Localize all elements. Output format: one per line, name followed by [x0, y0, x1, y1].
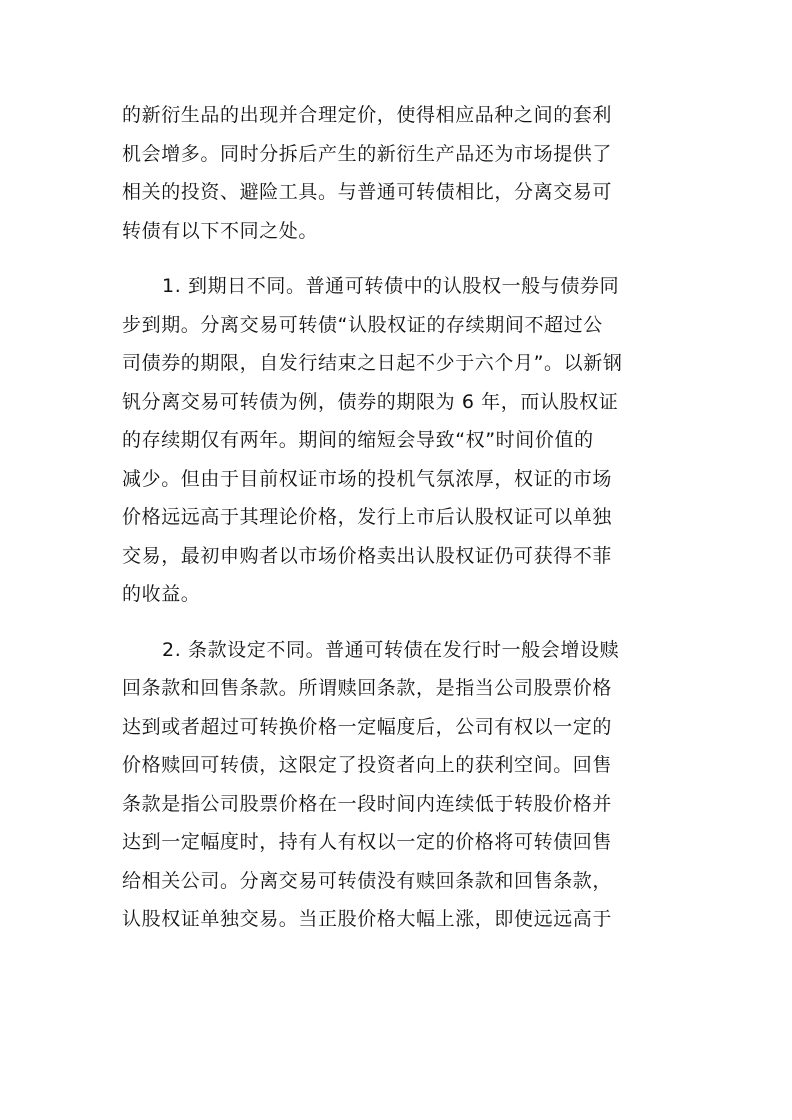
text-line: 认股权证单独交易。当正股价格大幅上涨，即使远远高于 — [122, 908, 613, 930]
paragraph-terms — [122, 631, 670, 939]
text-line: 价格远远高于其理论价格，发行上市后认股权证可以单独 — [122, 506, 613, 528]
text-line: 2. 条款设定不同。普通可转债在发行时一般会增设赎 — [162, 638, 620, 661]
text-line: 转债有以下不同之处。 — [122, 219, 319, 242]
text-line: 1. 到期日不同。普通可转债中的认股权一般与债券同 — [162, 275, 620, 297]
paragraph-maturity — [122, 267, 670, 614]
text-line: 交易，最初申购者以市场价格卖出认股权证仍可获得不菲 — [122, 544, 613, 567]
text-line: 达到一定幅度时，持有人有权以一定的价格将可转债回售 — [122, 831, 613, 853]
text-line: 价格赎回可转债，这限定了投资者向上的获利空间。回售 — [122, 754, 613, 776]
text-line: 条款是指公司股票价格在一段时间内连续低于转股价格并 — [122, 792, 613, 815]
text-line: 相关的投资、避险工具。与普通可转债相比，分离交易可 — [122, 181, 613, 203]
paragraph-intro — [122, 96, 670, 250]
text-line: 回条款和回售条款。所谓赎回条款，是指当公司股票价格 — [122, 677, 613, 699]
text-line: 的存续期仅有两年。期间的缩短会导致“权”时间价值的 — [122, 429, 594, 451]
text-line: 的收益。 — [122, 583, 201, 605]
text-line: 的新衍生品的出现并合理定价，使得相应品种之间的套利 — [122, 104, 613, 126]
text-line: 步到期。分离交易可转债“认股权证的存续期间不超过公 — [122, 313, 603, 336]
text-line: 减少。但由于目前权证市场的投机气氛浓厚，权证的市场 — [122, 467, 613, 490]
text-line: 达到或者超过可转换价格一定幅度后，公司有权以一定的 — [122, 715, 613, 738]
document-body — [122, 96, 670, 939]
paragraph-spacer — [122, 614, 670, 631]
text-line: 机会增多。同时分拆后产生的新衍生产品还为市场提供了 — [122, 142, 613, 165]
text-line: 钒分离交易可转债为例，债券的期限为 6 年，而认股权证 — [122, 390, 619, 413]
text-line: 司债券的期限，自发行结束之日起不少于六个月”。以新钢 — [122, 352, 623, 374]
text-line: 给相关公司。分离交易可转债没有赎回条款和回售条款， — [122, 869, 613, 892]
paragraph-spacer — [122, 250, 670, 267]
